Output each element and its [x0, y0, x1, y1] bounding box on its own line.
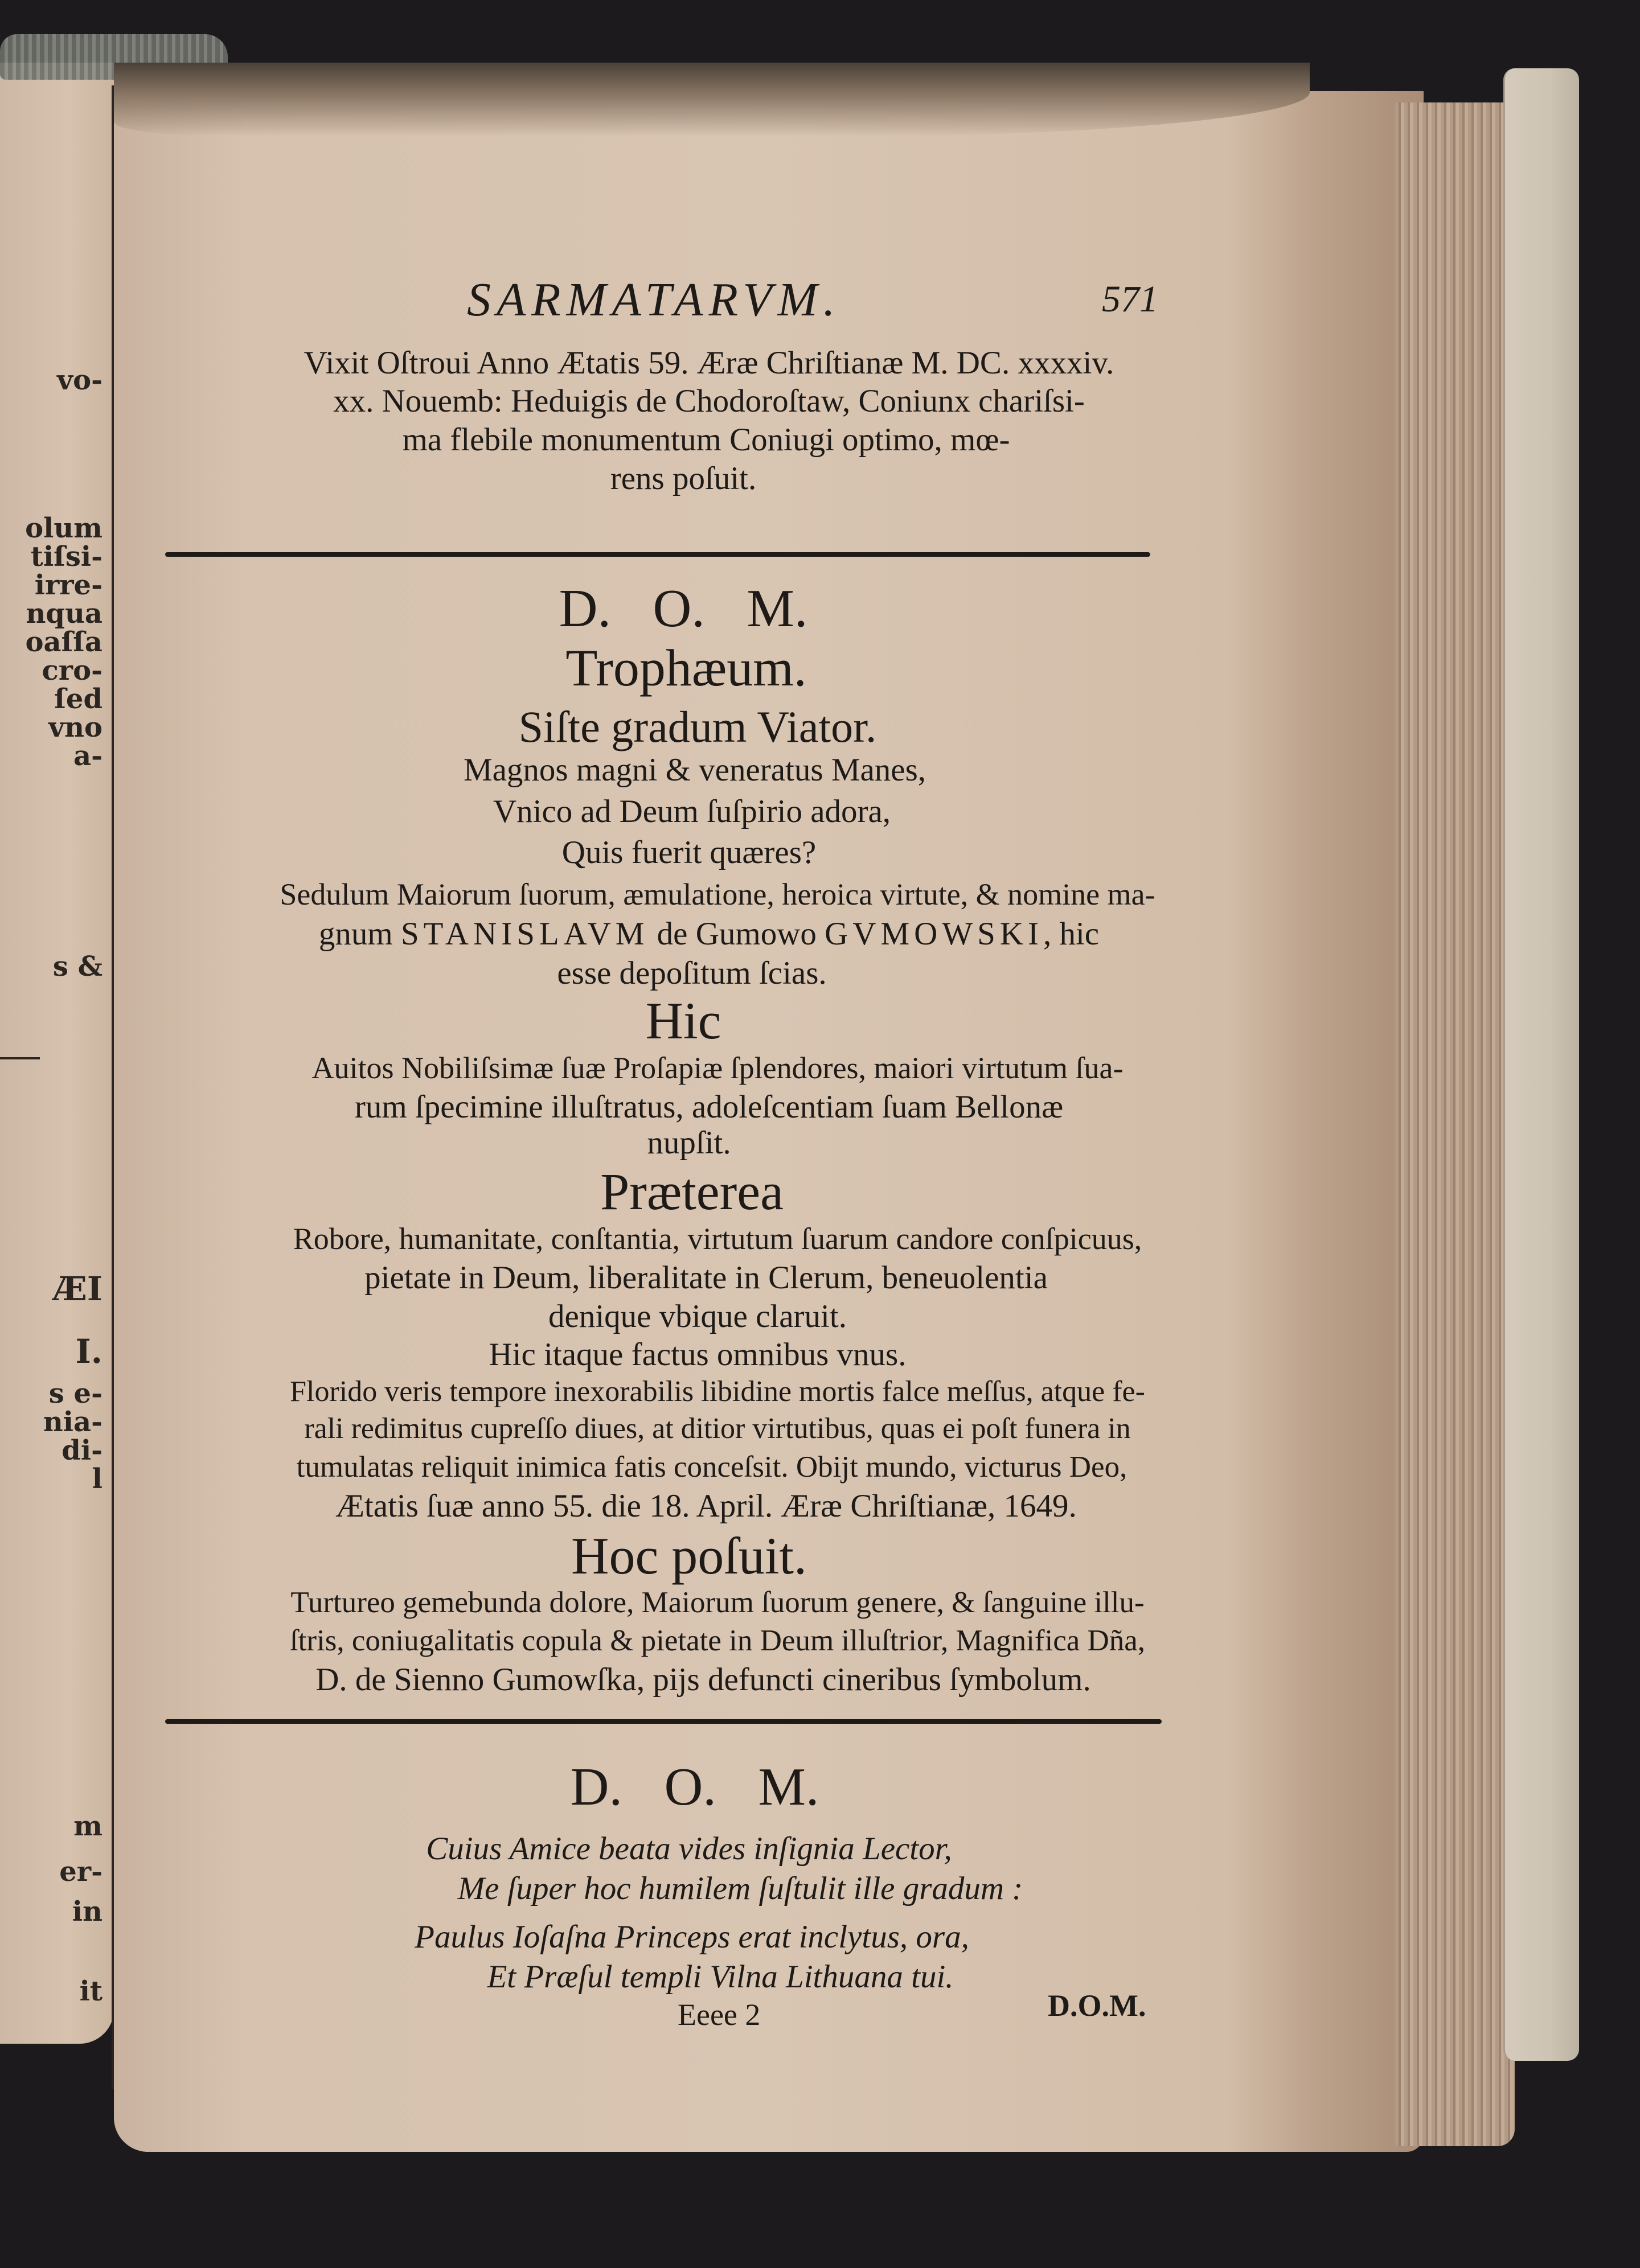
left-fragment: l: [92, 1463, 102, 1495]
epitaph-line: nupſit.: [647, 1125, 731, 1161]
top-page-curl: [114, 63, 1310, 137]
left-fragment: oaſſa: [25, 626, 102, 658]
epitaph-subtitle: Siſte gradum Viator.: [518, 702, 877, 751]
epitaph-line: Vixit Oſtroui Anno Ætatis 59. Æræ Chriſtianæ M. DC. xxxxiv.: [304, 345, 1114, 381]
page-number: 571: [1102, 278, 1158, 320]
dom-heading: D. O. M.: [570, 1757, 819, 1817]
epitaph-line: esse depoſitum ſcias.: [557, 955, 827, 991]
epitaph-line: Vnico ad Deum ſuſpirio adora,: [493, 794, 891, 829]
name-line-post: , hic: [1043, 916, 1100, 952]
epitaph-line: Ætatis ſuæ anno 55. die 18. April. Æræ Chriſtianæ, 1649.: [335, 1488, 1077, 1524]
epitaph-line: Hic itaque factus omnibus vnus.: [489, 1337, 907, 1373]
left-fragment: er-: [59, 1856, 102, 1888]
epitaph-line: ſtris, coniugalitatis copula & pietate in Deum illuſtrior, Magnifica Dña,: [289, 1624, 1146, 1657]
left-fragment: nqua: [26, 598, 102, 630]
deceased-surname: GVMOWSKI: [825, 916, 1043, 952]
left-fragment: in: [72, 1896, 102, 1928]
epitaph-line: xx. Nouemb: Heduigis de Chodoroſtaw, Coniunx chariſsi-: [333, 383, 1085, 419]
epitaph-line: rum ſpecimine illuſtratus, adoleſcentiam ſuam Bellonæ: [354, 1089, 1064, 1125]
left-fragment: nia-: [43, 1406, 102, 1438]
left-fragment: it: [79, 1975, 102, 2007]
name-line-pre: gnum: [318, 916, 393, 952]
epitaph-line: tumulatas reliquit inimica fatis conceſsit. Obijt mundo, victurus Deo,: [296, 1451, 1128, 1484]
epitaph-line: Florido veris tempore inexorabilis libidine mortis falce meſſus, atque fe-: [290, 1375, 1145, 1408]
left-fragment: ÆI: [52, 1269, 102, 1308]
epitaph-line: Magnos magni & veneratus Manes,: [463, 752, 926, 788]
section-heading-hoc-posuit: Hoc poſuit.: [571, 1527, 807, 1585]
epitaph-line: Quis fuerit quæres?: [561, 835, 817, 870]
left-fragment: vno: [48, 712, 102, 743]
left-fragment: tiſsi-: [30, 541, 102, 573]
epitaph-line: D. de Sienno Gumowſka, pijs defuncti cineribus ſymbolum.: [315, 1662, 1091, 1698]
left-fragment: m: [73, 1810, 102, 1842]
epitaph-line: Auitos Nobiliſsimæ ſuæ Proſapiæ ſplendores, maiori virtutum ſua-: [311, 1051, 1124, 1085]
dom-heading: D. O. M.: [559, 579, 808, 638]
left-fragment: vo-: [57, 364, 102, 396]
epitaph-line: denique vbique claruit.: [548, 1299, 847, 1334]
left-fragment: di-: [62, 1435, 102, 1466]
running-head: SARMATARVM.: [467, 273, 841, 326]
section-rule: [165, 1719, 1162, 1724]
epitaph-line: rens poſuit.: [610, 461, 757, 496]
left-fragment: ſed: [54, 683, 102, 715]
catchword: D.O.M.: [1048, 1988, 1146, 2023]
verse-line: Paulus Ioſaſna Princeps erat inclytus, ora,: [415, 1919, 969, 1955]
left-fragment: I.: [75, 1332, 102, 1371]
epitaph-line: ma flebile monumentum Coniugi optimo, mœ-: [402, 422, 1010, 458]
verse-line: Me ſuper hoc humilem ſuſtulit ille gradum :: [457, 1871, 1023, 1907]
left-fragment: s &: [52, 951, 102, 983]
name-line-mid: de Gumowo: [657, 916, 817, 952]
section-heading-praeterea: Præterea: [600, 1162, 784, 1221]
epitaph-line: Robore, humanitate, conſtantia, virtutum ſuarum candore conſpicuus,: [293, 1222, 1142, 1256]
epitaph-title: Trophæum.: [565, 639, 807, 697]
left-fragment: olum: [25, 512, 102, 544]
deceased-name: STANISLAVM: [400, 916, 649, 952]
name-line: [0, 915, 1529, 952]
verse-line: Et Præſul templi Vilna Lithuana tui.: [487, 1959, 954, 1995]
left-fragment: s e-: [48, 1378, 102, 1410]
epitaph-line: Sedulum Maiorum ſuorum, æmulatione, heroica virtute, & nomine ma-: [280, 877, 1155, 911]
verse-line: Cuius Amice beata vides inſignia Lector,: [426, 1831, 952, 1867]
section-heading-hic: Hic: [645, 992, 721, 1050]
left-fragment: cro-: [42, 655, 102, 687]
section-rule: [165, 552, 1150, 557]
epitaph-line: rali redimitus cupreſſo diues, at ditior virtutibus, quas ei poſt funera in: [304, 1412, 1131, 1445]
left-fragment: a-: [73, 740, 102, 772]
left-fragment: irre-: [34, 569, 102, 601]
epitaph-line: Turtureo gemebunda dolore, Maiorum ſuorum genere, & ſanguine illu-: [290, 1586, 1145, 1619]
signature-mark: Eeee 2: [678, 1998, 761, 2032]
epitaph-line: pietate in Deum, liberalitate in Clerum, beneuolentia: [364, 1260, 1048, 1296]
